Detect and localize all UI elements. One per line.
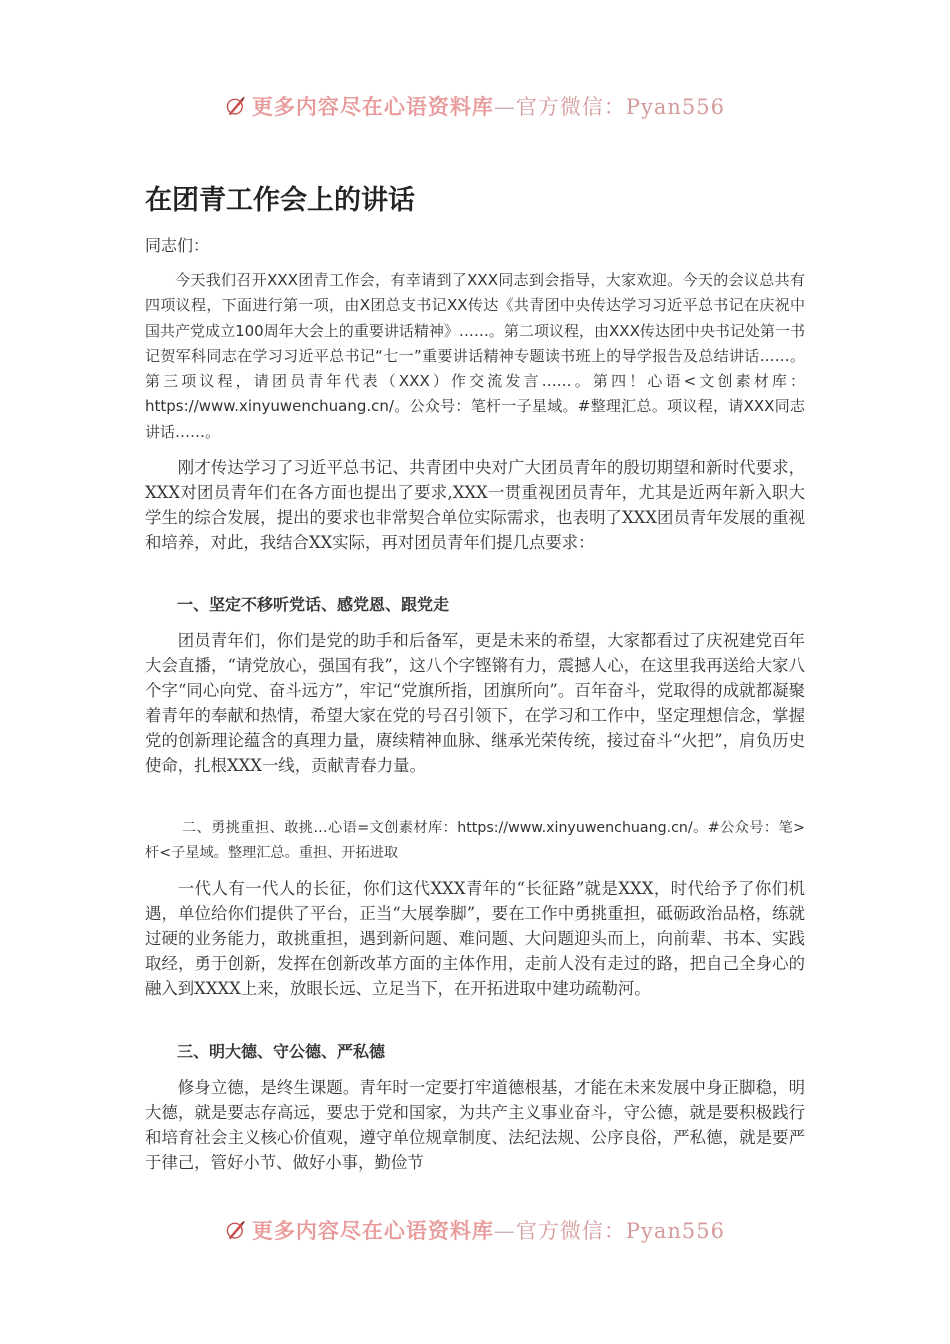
- banner-main-text: 更多内容尽在心语资料库: [251, 94, 494, 119]
- paragraph-agenda: 今天我们召开XXX团青工作会，有幸请到了XXX同志到会指导，大家欢迎。今天的会议总共有四项议程，下面进行第一项，由X团总支书记XX传达《共青团中央传达学习习近平总书记在庆祝中国共产党成立100周年大会上的重要讲话精神》……。第二项议程，由XXX传达团中央书记处第一书记贺军科同志在学习习近平总书记“七一”重要讲话精神专题读书班上的导学报告及总结讲话……。第三项议程，请团员青年代表（XXX）作交流发言……。第四！心语<文创素材库：https://www.xinyuwenchuang.cn/。公众号：笔杆一子星域。#整理汇总。项议程，请XXX同志讲话……。: [145, 271, 805, 441]
- header-banner: [225, 86, 725, 126]
- paragraph-section-3: 修身立德，是终生课题。青年时一定要打牢道德根基，才能在未来发展中身正脚稳，明大德，就是要志存高远，要忠于党和国家，为共产主义事业奋斗，守公德，就是要积极践行和培育社会主义核心价值观，遵守单位规章制度、法纪法规、公序良俗，严私德，就是要严于律己，管好小节、做好小事，勤俭节: [145, 1078, 805, 1172]
- banner-wechat-text: 官方微信：Pyan556: [515, 1219, 725, 1243]
- document-title: 在团青工作会上的讲话: [145, 185, 415, 216]
- pen-logo-icon: [225, 89, 246, 123]
- section-heading-1: 一、坚定不移听党话、感党恩、跟党走: [177, 595, 450, 614]
- section-heading-3: 三、明大德、守公德、严私德: [177, 1042, 386, 1061]
- section-heading-2: 二、勇挑重担、敢挑…心语=文创素材库：https://www.xinyuwenchuang.cn/。#公众号：笔>杆<子星域。整理汇总。重担、开拓进取: [145, 820, 805, 861]
- footer-banner: [225, 1210, 725, 1250]
- banner-dash: —: [493, 95, 516, 119]
- banner-text: [252, 91, 725, 121]
- banner-wechat-text: 官方微信：Pyan556: [515, 95, 725, 119]
- pen-logo-icon: [225, 1213, 246, 1247]
- banner-dash: —: [493, 1219, 516, 1243]
- paragraph-section-2: 一代人有一代人的长征，你们这代XXX青年的“长征路”就是XXX，时代给予了你们机遇，单位给你们提供了平台，正当“大展拳脚”，要在工作中勇挑重担，砥砺政治品格，练就过硬的业务能力，敢挑重担，遇到新问题、难问题、大问题迎头而上，向前辈、书本、实践取经，勇于创新，发挥在创新改革方面的主体作用，走前人没有走过的路，把自己全身心的融入到XXXX上来，放眼长远、立足当下，在开拓进取中建功疏勒河。: [145, 879, 805, 998]
- banner-text: [252, 1215, 725, 1245]
- paragraph-intro: 刚才传达学习了习近平总书记、共青团中央对广大团员青年的殷切期望和新时代要求，XXX对团员青年们在各方面也提出了要求,XXX一贯重视团员青年，尤其是近两年新入职大学生的综合发展，提出的要求也非常契合单位实际需求，也表明了XXX团员青年发展的重视和培养，对此，我结合XX实际，再对团员青年们提几点要求：: [145, 458, 805, 552]
- paragraph-section-1: 团员青年们，你们是党的助手和后备军，更是未来的希望，大家都看过了庆祝建党百年大会直播，“请党放心，强国有我”，这八个字铿锵有力，震撼人心，在这里我再送给大家八个字“同心向党、奋斗远方”，牢记“党旗所指，团旗所向”。百年奋斗，党取得的成就都凝聚着青年的奉献和热情，希望大家在党的号召引领下，在学习和工作中，坚定理想信念，掌握党的创新理论蕴含的真理力量，赓续精神血脉、继承光荣传统，接过奋斗“火把”，肩负历史使命，扎根XXX一线，贡献青春力量。: [145, 631, 805, 775]
- banner-main-text: 更多内容尽在心语资料库: [251, 1218, 494, 1243]
- greeting: 同志们：: [145, 236, 210, 255]
